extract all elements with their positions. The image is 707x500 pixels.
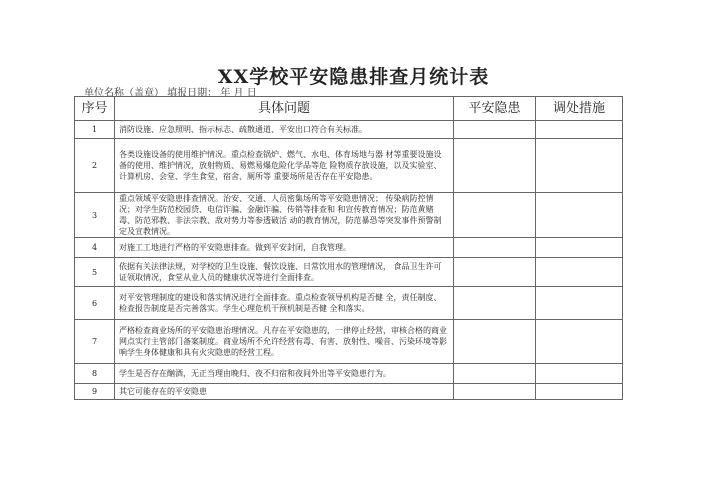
row-measure-cell[interactable]: [536, 364, 623, 384]
header-issue: 具体问题: [115, 97, 454, 121]
table-header: [75, 97, 623, 121]
row-issue: 各类设施设备的使用维护情况。重点检查锅炉、燃气、水电、体育场地与器 材等重要设施设备的使用、维护情况，放射物质、易燃易爆危险化学品等危 险物质存放设施，以及实验室、计算机房、会堂、学生食堂，宿舍、厕所等 重要场所是否存在平安隐患。: [115, 139, 454, 193]
row-measure-cell[interactable]: [536, 258, 623, 287]
row-hazard-cell[interactable]: [454, 258, 536, 287]
table-row: [75, 139, 623, 193]
row-issue: 重点领域平安隐患排查情况。治安、交通、人员密集场所等平安隐患情况； 传染病防控情况；对学生防范校园贷、电信诈骗、金融诈骗、传销等排查和 和宣传教育情况；防范黄赌毒、防范邪教、非法宗教、敌对势力等参透破活 动的教育情况，防范暴恐等突发事件预警制定及宣教情况。: [115, 193, 454, 238]
row-hazard-cell[interactable]: [454, 364, 536, 384]
form-subtitle: 单位名称（盖章） 填报日期： 年 月 日: [84, 88, 257, 99]
row-measure-cell[interactable]: [536, 121, 623, 139]
row-measure-cell[interactable]: [536, 193, 623, 238]
row-number: 2: [75, 139, 115, 193]
table-row: [75, 364, 623, 384]
row-measure-cell[interactable]: [536, 238, 623, 258]
row-number: 7: [75, 320, 115, 364]
row-issue: 依据有关法律法规，对学校的卫生设施、餐饮设施、日常饮用水的管理情况， 食品卫生许可证领取情况，食堂从业人员的健康状况等进行全面排查。: [115, 258, 454, 287]
row-hazard-cell[interactable]: [454, 287, 536, 320]
table-row: [75, 258, 623, 287]
row-issue: 学生是否存在酗酒，无正当理由晚归、夜不归宿和夜间外出等平安隐患行为。: [115, 364, 454, 384]
row-hazard-cell[interactable]: [454, 320, 536, 364]
row-issue: 消防设施、应急照明、指示标志、疏散通道、平安出口符合有关标准。: [115, 121, 454, 139]
table-row: [75, 193, 623, 238]
row-issue: 对平安管理制度的建设和落实情况进行全面排查。重点检查领导机构是否健 全，责任制度、检查报告制度是否完善落实。学生心理危机干预机制是否健 全和落实。: [115, 287, 454, 320]
row-number: 9: [75, 384, 115, 400]
header-hazard: 平安隐患: [454, 97, 536, 121]
row-number: 3: [75, 193, 115, 238]
row-hazard-cell[interactable]: [454, 384, 536, 400]
row-hazard-cell[interactable]: [454, 121, 536, 139]
row-issue: 其它可能存在的平安隐患: [115, 384, 454, 400]
table-row: [75, 121, 623, 139]
row-issue: 严格检查商业场所的平安隐患治理情况。凡存在平安隐患的，一律停止经营，审核合格的商业网点实行主管部门备案制度。商业场所不允许经营有毒、有害、放射性、噪音、污染环境等影响学生身体健康和具有火灾隐患的经营工程。: [115, 320, 454, 364]
row-number: 5: [75, 258, 115, 287]
row-measure-cell[interactable]: [536, 139, 623, 193]
row-number: 1: [75, 121, 115, 139]
row-measure-cell[interactable]: [536, 384, 623, 400]
row-number: 8: [75, 364, 115, 384]
row-hazard-cell[interactable]: [454, 139, 536, 193]
row-number: 4: [75, 238, 115, 258]
header-no: 序号: [75, 97, 115, 121]
table-row: [75, 320, 623, 364]
row-issue: 对施工工地进行严格的平安隐患排查。做到平安封闭，自我管理。: [115, 238, 454, 258]
header-measure: 调处措施: [536, 97, 623, 121]
row-number: 6: [75, 287, 115, 320]
row-hazard-cell[interactable]: [454, 193, 536, 238]
row-hazard-cell[interactable]: [454, 238, 536, 258]
page-title: XX学校平安隐患排查月统计表: [217, 66, 490, 88]
hazard-table: [74, 96, 623, 400]
row-measure-cell[interactable]: [536, 320, 623, 364]
table-row: [75, 238, 623, 258]
row-measure-cell[interactable]: [536, 287, 623, 320]
table-row: [75, 287, 623, 320]
table-row: [75, 384, 623, 400]
